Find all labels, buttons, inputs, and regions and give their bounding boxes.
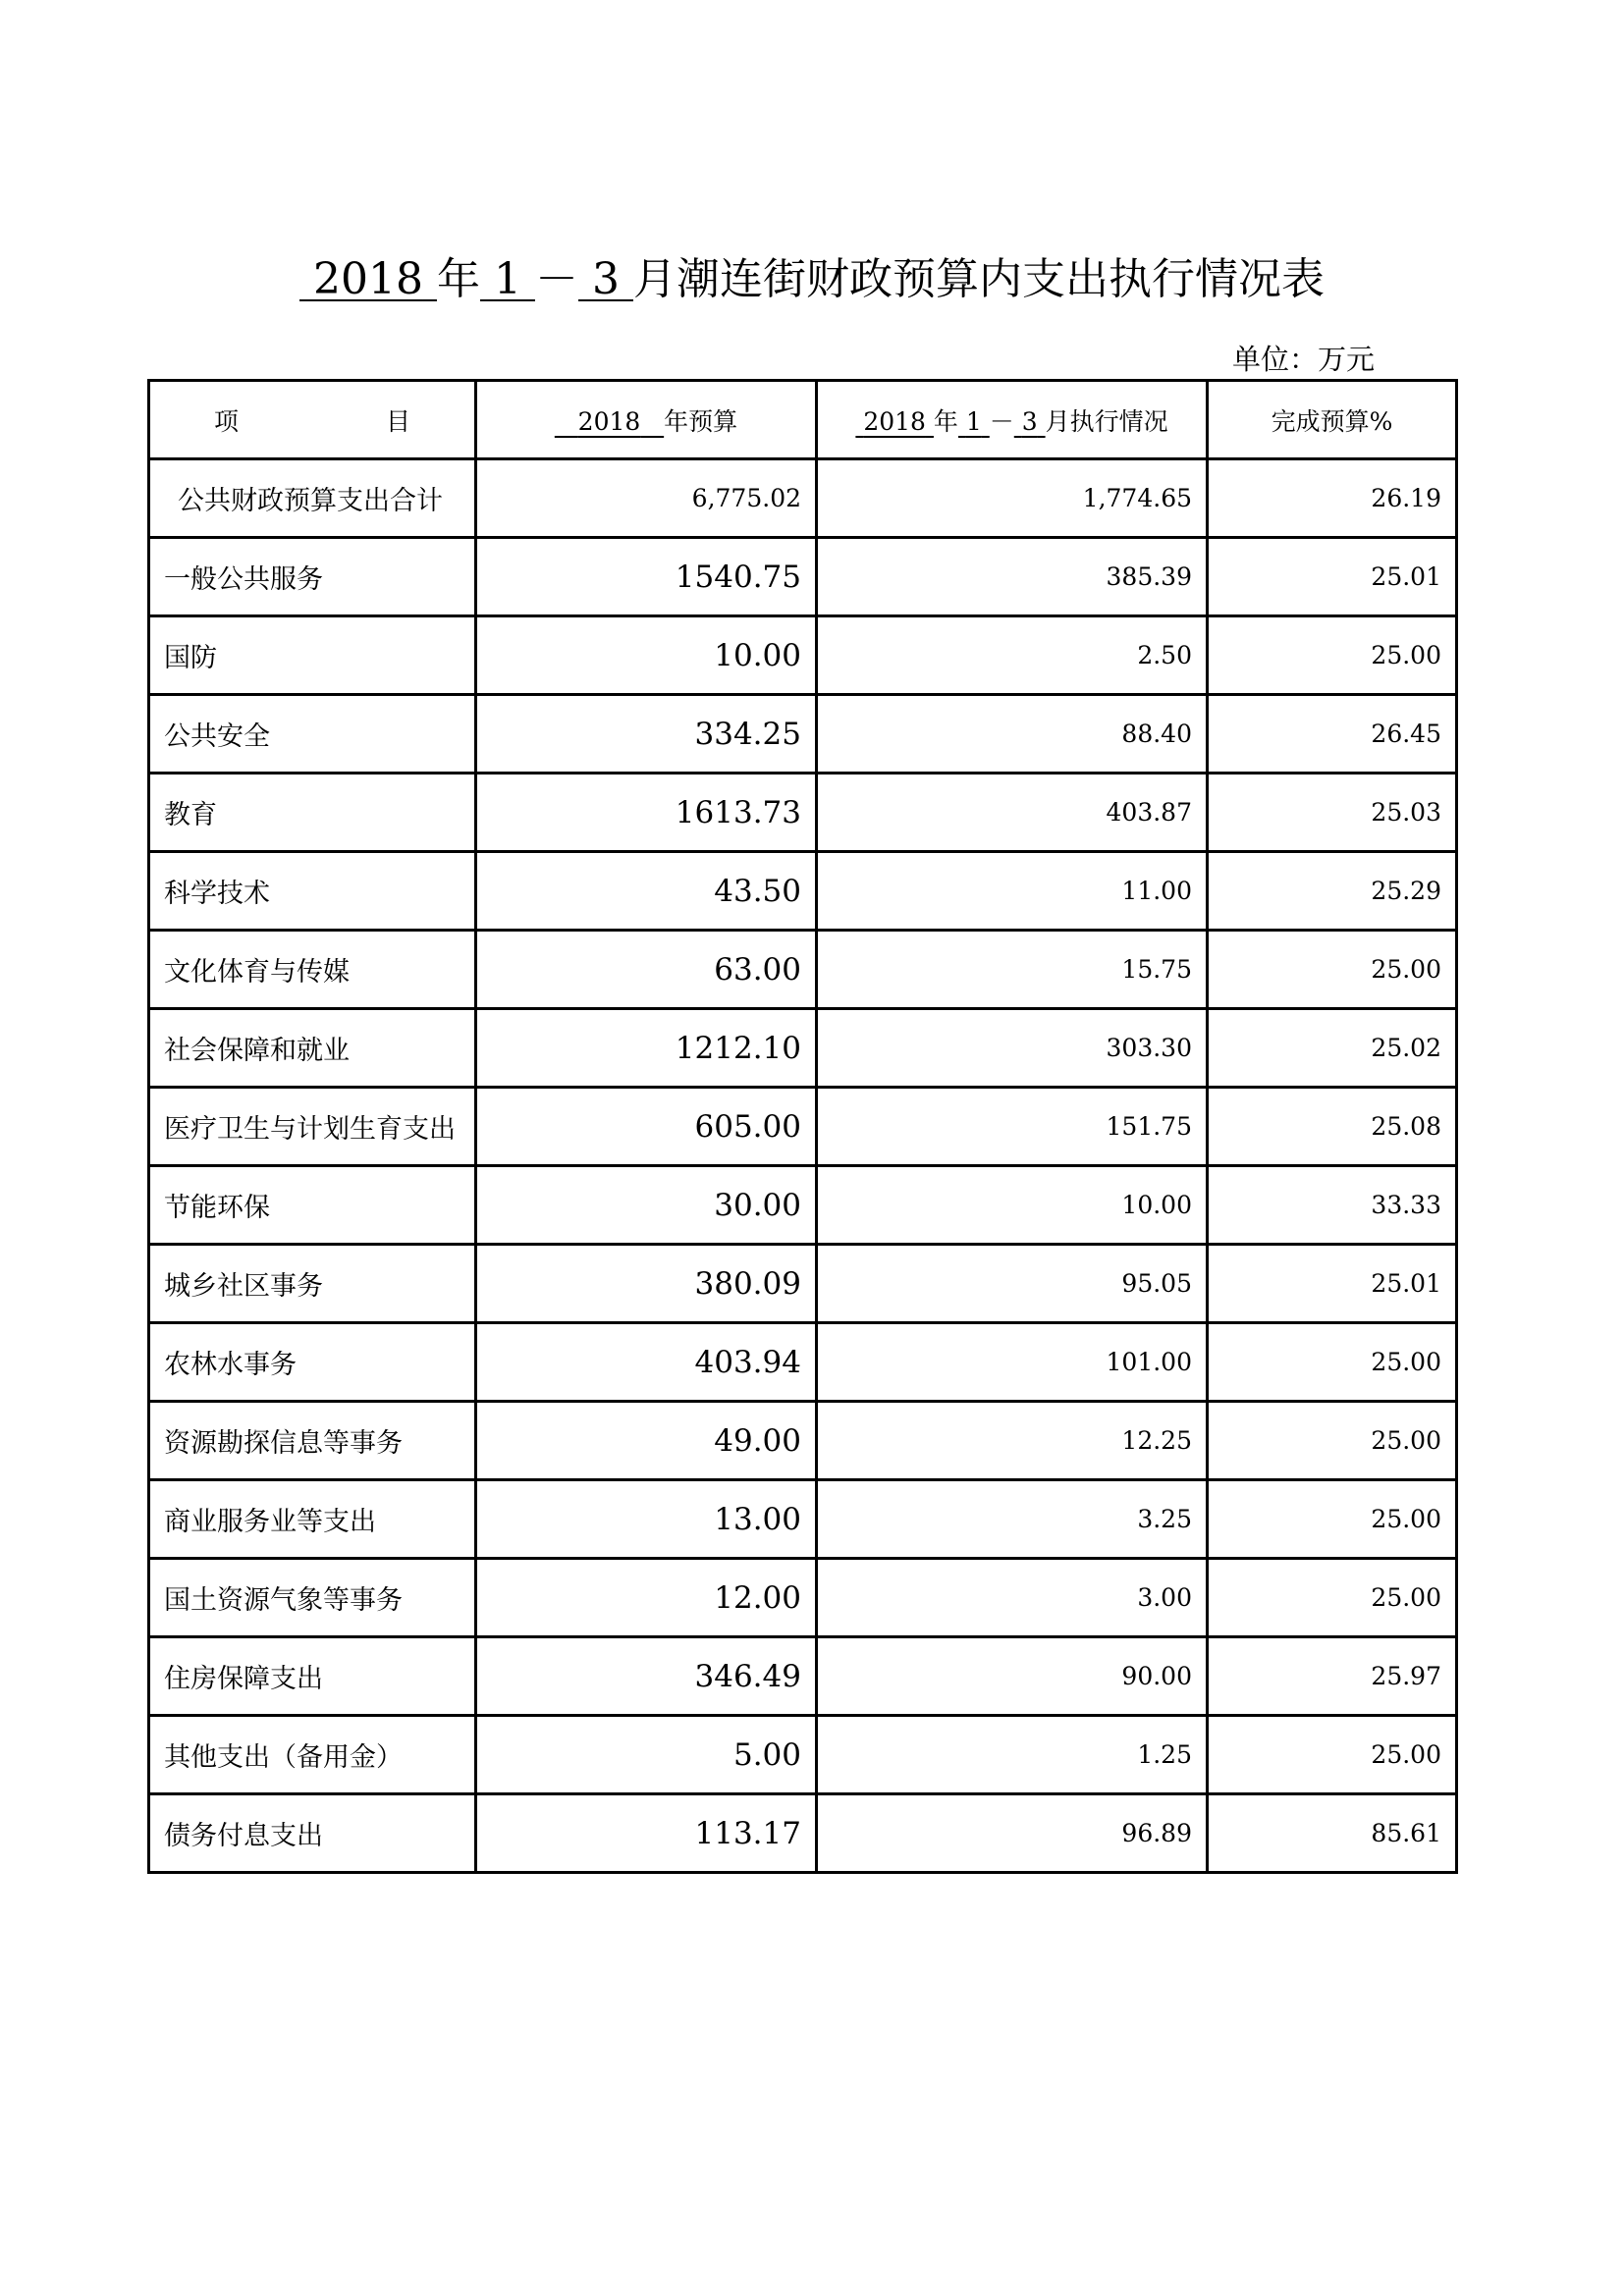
row-budget-cell: 43.50 bbox=[476, 852, 817, 931]
row-execution-cell: 151.75 bbox=[817, 1088, 1208, 1166]
row-budget-cell: 403.94 bbox=[476, 1323, 817, 1402]
row-budget-cell: 380.09 bbox=[476, 1245, 817, 1323]
row-pct-cell: 25.08 bbox=[1208, 1088, 1457, 1166]
row-name-cell: 节能环保 bbox=[149, 1166, 476, 1245]
row-pct-cell: 25.01 bbox=[1208, 538, 1457, 616]
row-execution-cell: 88.40 bbox=[817, 695, 1208, 774]
table-row bbox=[149, 1716, 1457, 1794]
row-pct-cell: 25.97 bbox=[1208, 1637, 1457, 1716]
row-name-cell: 社会保障和就业 bbox=[149, 1009, 476, 1088]
row-execution-cell: 385.39 bbox=[817, 538, 1208, 616]
row-pct-cell: 25.01 bbox=[1208, 1245, 1457, 1323]
row-pct-cell: 25.00 bbox=[1208, 1480, 1457, 1559]
header-execution: 2018 年 1 － 3 月执行情况 bbox=[817, 381, 1208, 459]
row-name-cell: 国防 bbox=[149, 616, 476, 695]
row-execution-cell: 96.89 bbox=[817, 1794, 1208, 1873]
row-pct-cell: 25.03 bbox=[1208, 774, 1457, 852]
row-execution-cell: 15.75 bbox=[817, 931, 1208, 1009]
row-name-cell: 城乡社区事务 bbox=[149, 1245, 476, 1323]
row-budget-cell: 1540.75 bbox=[476, 538, 817, 616]
header-item: 项 目 bbox=[149, 381, 476, 459]
table-row bbox=[149, 852, 1457, 931]
row-pct-cell: 26.45 bbox=[1208, 695, 1457, 774]
unit-label: 单位：万元 bbox=[1231, 343, 1375, 376]
table-total-row bbox=[149, 459, 1457, 538]
row-budget-cell: 63.00 bbox=[476, 931, 817, 1009]
row-budget-cell: 1212.10 bbox=[476, 1009, 817, 1088]
row-budget-cell: 12.00 bbox=[476, 1559, 817, 1637]
row-name-cell: 其他支出（备用金） bbox=[149, 1716, 476, 1794]
table-row bbox=[149, 695, 1457, 774]
row-name-cell: 资源勘探信息等事务 bbox=[149, 1402, 476, 1480]
total-pct-cell: 26.19 bbox=[1208, 459, 1457, 538]
page-title bbox=[147, 249, 1477, 310]
row-name-cell: 公共安全 bbox=[149, 695, 476, 774]
row-name-cell: 文化体育与传媒 bbox=[149, 931, 476, 1009]
row-execution-cell: 1.25 bbox=[817, 1716, 1208, 1794]
row-name-cell: 农林水事务 bbox=[149, 1323, 476, 1402]
table-row bbox=[149, 538, 1457, 616]
header-completion-pct: 完成预算% bbox=[1208, 381, 1457, 459]
row-execution-cell: 95.05 bbox=[817, 1245, 1208, 1323]
row-budget-cell: 113.17 bbox=[476, 1794, 817, 1873]
row-execution-cell: 101.00 bbox=[817, 1323, 1208, 1402]
row-pct-cell: 25.02 bbox=[1208, 1009, 1457, 1088]
total-budget-cell: 6,775.02 bbox=[476, 459, 817, 538]
row-execution-cell: 90.00 bbox=[817, 1637, 1208, 1716]
row-budget-cell: 49.00 bbox=[476, 1402, 817, 1480]
row-pct-cell: 25.00 bbox=[1208, 1716, 1457, 1794]
row-pct-cell: 25.00 bbox=[1208, 1559, 1457, 1637]
row-budget-cell: 10.00 bbox=[476, 616, 817, 695]
table-row bbox=[149, 1166, 1457, 1245]
table-row bbox=[149, 1009, 1457, 1088]
table-row bbox=[149, 1245, 1457, 1323]
title-rest: 月潮连街财政预算内支出执行情况表 bbox=[632, 254, 1325, 304]
table-row bbox=[149, 1088, 1457, 1166]
row-execution-cell: 3.00 bbox=[817, 1559, 1208, 1637]
title-month-start: 1 bbox=[493, 254, 521, 304]
row-execution-cell: 403.87 bbox=[817, 774, 1208, 852]
title-year: 2018 bbox=[313, 254, 423, 304]
row-pct-cell: 25.00 bbox=[1208, 1402, 1457, 1480]
table-row bbox=[149, 931, 1457, 1009]
table-row bbox=[149, 1323, 1457, 1402]
title-year-suffix: 年 bbox=[436, 254, 480, 304]
row-pct-cell: 25.29 bbox=[1208, 852, 1457, 931]
row-name-cell: 教育 bbox=[149, 774, 476, 852]
table-row bbox=[149, 1559, 1457, 1637]
table-row bbox=[149, 616, 1457, 695]
total-execution-cell: 1,774.65 bbox=[817, 459, 1208, 538]
budget-table bbox=[147, 379, 1458, 1874]
row-pct-cell: 25.00 bbox=[1208, 931, 1457, 1009]
row-execution-cell: 303.30 bbox=[817, 1009, 1208, 1088]
row-budget-cell: 30.00 bbox=[476, 1166, 817, 1245]
row-name-cell: 国土资源气象等事务 bbox=[149, 1559, 476, 1637]
table-row bbox=[149, 774, 1457, 852]
row-budget-cell: 13.00 bbox=[476, 1480, 817, 1559]
table-row bbox=[149, 1637, 1457, 1716]
table-row bbox=[149, 1480, 1457, 1559]
row-execution-cell: 11.00 bbox=[817, 852, 1208, 931]
title-month-end: 3 bbox=[591, 254, 620, 304]
total-name-cell: 公共财政预算支出合计 bbox=[149, 459, 476, 538]
header-budget: 2018 年预算 bbox=[476, 381, 817, 459]
row-budget-cell: 605.00 bbox=[476, 1088, 817, 1166]
row-name-cell: 科学技术 bbox=[149, 852, 476, 931]
row-name-cell: 商业服务业等支出 bbox=[149, 1480, 476, 1559]
row-execution-cell: 2.50 bbox=[817, 616, 1208, 695]
row-budget-cell: 1613.73 bbox=[476, 774, 817, 852]
title-dash: － bbox=[534, 254, 578, 304]
row-budget-cell: 5.00 bbox=[476, 1716, 817, 1794]
row-name-cell: 住房保障支出 bbox=[149, 1637, 476, 1716]
row-execution-cell: 10.00 bbox=[817, 1166, 1208, 1245]
row-execution-cell: 3.25 bbox=[817, 1480, 1208, 1559]
row-name-cell: 债务付息支出 bbox=[149, 1794, 476, 1873]
table-row bbox=[149, 1794, 1457, 1873]
row-execution-cell: 12.25 bbox=[817, 1402, 1208, 1480]
row-pct-cell: 85.61 bbox=[1208, 1794, 1457, 1873]
row-pct-cell: 25.00 bbox=[1208, 1323, 1457, 1402]
row-budget-cell: 346.49 bbox=[476, 1637, 817, 1716]
table-row bbox=[149, 1402, 1457, 1480]
row-name-cell: 一般公共服务 bbox=[149, 538, 476, 616]
row-pct-cell: 25.00 bbox=[1208, 616, 1457, 695]
row-name-cell: 医疗卫生与计划生育支出 bbox=[149, 1088, 476, 1166]
table-header-row bbox=[149, 381, 1457, 459]
row-budget-cell: 334.25 bbox=[476, 695, 817, 774]
row-pct-cell: 33.33 bbox=[1208, 1166, 1457, 1245]
